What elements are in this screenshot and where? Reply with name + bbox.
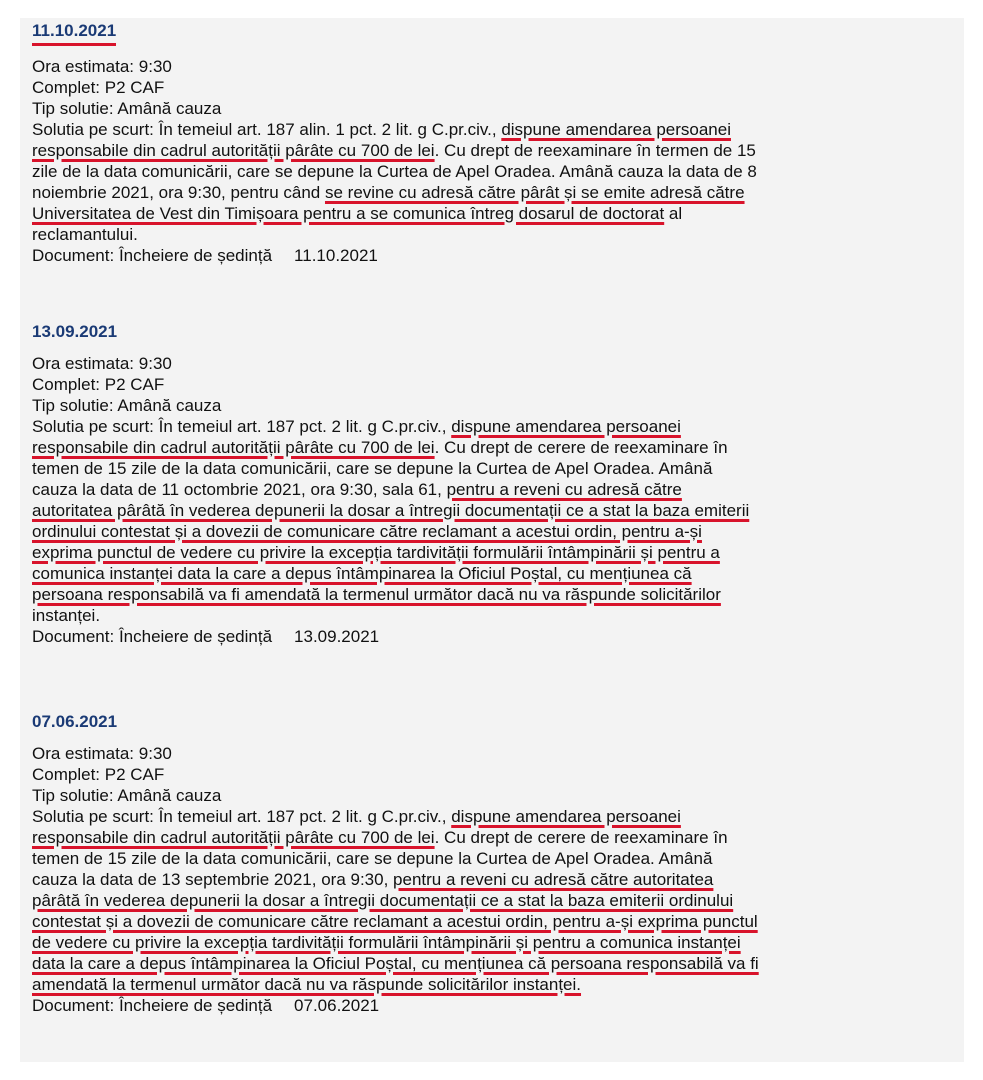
solution-text: În temeiul art. 187 pct. 2 lit. g C.pr.civ.,: [158, 807, 452, 826]
highlighted-text: responsabile din cadrul autorității pârâte cu 700 de lei: [32, 438, 435, 457]
highlighted-text: dispune amendarea persoanei: [501, 120, 731, 139]
panel-complet: Complet: P2 CAF: [32, 375, 165, 394]
solution-line: [32, 584, 952, 605]
highlighted-text: pentru a reveni cu adresă către autoritatea: [393, 870, 714, 889]
solution-text: al: [664, 204, 683, 223]
hearing-date: 07.06.2021: [32, 712, 118, 731]
solution-type: Tip solutie: Amână cauza: [32, 99, 222, 118]
solution-text: . Cu drept de cerere de reexaminare în: [434, 828, 728, 847]
solution-text: În temeiul art. 187 pct. 2 lit. g C.pr.civ.,: [158, 417, 452, 436]
hearing-entry: [32, 711, 952, 1016]
solution-text: cauza la data de 11 octombrie 2021, ora 9:30, sala 61,: [32, 480, 447, 499]
solution-text: . Cu drept de cerere de reexaminare în: [434, 438, 728, 457]
highlighted-text: se revine cu adresă către pârât și se emite adresă către: [324, 183, 745, 202]
solution-line: [32, 848, 952, 869]
hearing-date: 13.09.2021: [32, 322, 118, 341]
solution-line: [32, 500, 952, 521]
solution-line: [32, 182, 952, 203]
estimated-time: Ora estimata: 9:30: [32, 354, 172, 373]
solution-text: În temeiul art. 187 alin. 1 pct. 2 lit. g C.pr.civ.,: [158, 120, 502, 139]
solution-summary: [32, 119, 952, 245]
solution-line: [32, 974, 952, 995]
solution-line: [32, 542, 952, 563]
highlighted-text: responsabile din cadrul autorității pârâte cu 700 de lei: [32, 141, 435, 160]
solution-line: [32, 911, 952, 932]
hearing-entry: [32, 20, 952, 266]
solution-line: [32, 203, 952, 224]
solution-text: . Cu drept de reexaminare în termen de 15: [434, 141, 756, 160]
highlighted-text: contestat și a dovezii de comunicare către reclamant a acestui ordin, pentru a-și exprima punctul: [32, 912, 758, 931]
solution-line: [32, 563, 952, 584]
hearing-entry: [32, 321, 952, 647]
solution-line: [32, 521, 952, 542]
solution-label: Solutia pe scurt:: [32, 120, 159, 139]
panel-complet: Complet: P2 CAF: [32, 765, 165, 784]
highlighted-text: autoritatea pârâtă în vederea depunerii la dosar a întregii documentații ce a stat la baza emiterii: [32, 501, 750, 520]
solution-line: [32, 827, 952, 848]
solution-line: [32, 119, 952, 140]
solution-label: Solutia pe scurt:: [32, 417, 159, 436]
solution-line: [32, 140, 952, 161]
highlighted-text: persoana responsabilă va fi amendată la termenul următor dacă nu va răspunde solicitărilor: [32, 585, 721, 604]
highlighted-text: comunica instanței data la care a depus întâmpinarea la Oficiul Poștal, cu mențiunea că: [32, 564, 692, 583]
solution-line: [32, 416, 952, 437]
solution-line: [32, 479, 952, 500]
estimated-time: Ora estimata: 9:30: [32, 744, 172, 763]
solution-line: [32, 437, 952, 458]
highlighted-text: dispune amendarea persoanei: [451, 417, 681, 436]
solution-line: [32, 161, 952, 182]
panel-complet: Complet: P2 CAF: [32, 78, 165, 97]
solution-line: [32, 224, 952, 245]
highlighted-text: exprima punctul de vedere cu privire la excepția tardivității formulării întâmpinării și pentru a: [32, 543, 720, 562]
highlighted-text: pentru a reveni cu adresă către: [446, 480, 682, 499]
solution-line: [32, 890, 952, 911]
hearing-date: 11.10.2021: [32, 20, 116, 46]
solution-line: [32, 932, 952, 953]
solution-summary: [32, 806, 952, 995]
solution-text: temen de 15 zile de la data comunicării, care se depune la Curtea de Apel Oradea. Amână: [32, 459, 713, 478]
estimated-time: Ora estimata: 9:30: [32, 57, 172, 76]
highlighted-text: pârâtă în vederea depunerii la dosar a întregii documentații ce a stat la baza emiterii ordinului: [32, 891, 734, 910]
solution-text: zile de la data comunicării, care se depune la Curtea de Apel Oradea. Amână cauza la data de 8: [32, 162, 757, 181]
solution-text: noiembrie 2021, ora 9:30, pentru când: [32, 183, 325, 202]
solution-text: temen de 15 zile de la data comunicării, care se depune la Curtea de Apel Oradea. Amână: [32, 849, 713, 868]
solution-line: [32, 605, 952, 626]
solution-line: [32, 953, 952, 974]
document-info: Document: Încheiere de ședință 13.09.2021: [32, 627, 380, 646]
solution-type: Tip solutie: Amână cauza: [32, 786, 222, 805]
solution-label: Solutia pe scurt:: [32, 807, 159, 826]
solution-text: reclamantului.: [32, 225, 138, 244]
solution-text: instanței.: [32, 606, 101, 625]
highlighted-text: de vedere cu privire la excepția tardivității formulării întâmpinării și pentru a comunica instanței: [32, 933, 741, 952]
highlighted-text: dispune amendarea persoanei: [451, 807, 681, 826]
highlighted-text: data la care a depus întâmpinarea la Oficiul Poștal, cu mențiunea că persoana responsabilă va fi: [32, 954, 759, 973]
highlighted-text: Universitatea de Vest din Timișoara pentru a se comunica întreg dosarul de doctorat: [32, 204, 665, 223]
solution-line: [32, 869, 952, 890]
case-hearings-panel: [20, 18, 964, 1062]
highlighted-text: ordinului contestat și a dovezii de comunicare către reclamant a acestui ordin, pentru a-și: [32, 522, 702, 541]
solution-type: Tip solutie: Amână cauza: [32, 396, 222, 415]
solution-line: [32, 458, 952, 479]
highlighted-text: amendată la termenul următor dacă nu va răspunde solicitărilor instanței.: [32, 975, 582, 994]
solution-summary: [32, 416, 952, 626]
solution-line: [32, 806, 952, 827]
solution-text: cauza la data de 13 septembrie 2021, ora 9:30,: [32, 870, 394, 889]
highlighted-text: responsabile din cadrul autorității pârâte cu 700 de lei: [32, 828, 435, 847]
document-info: Document: Încheiere de ședință 07.06.2021: [32, 996, 380, 1015]
document-info: Document: Încheiere de ședință 11.10.2021: [32, 246, 378, 265]
